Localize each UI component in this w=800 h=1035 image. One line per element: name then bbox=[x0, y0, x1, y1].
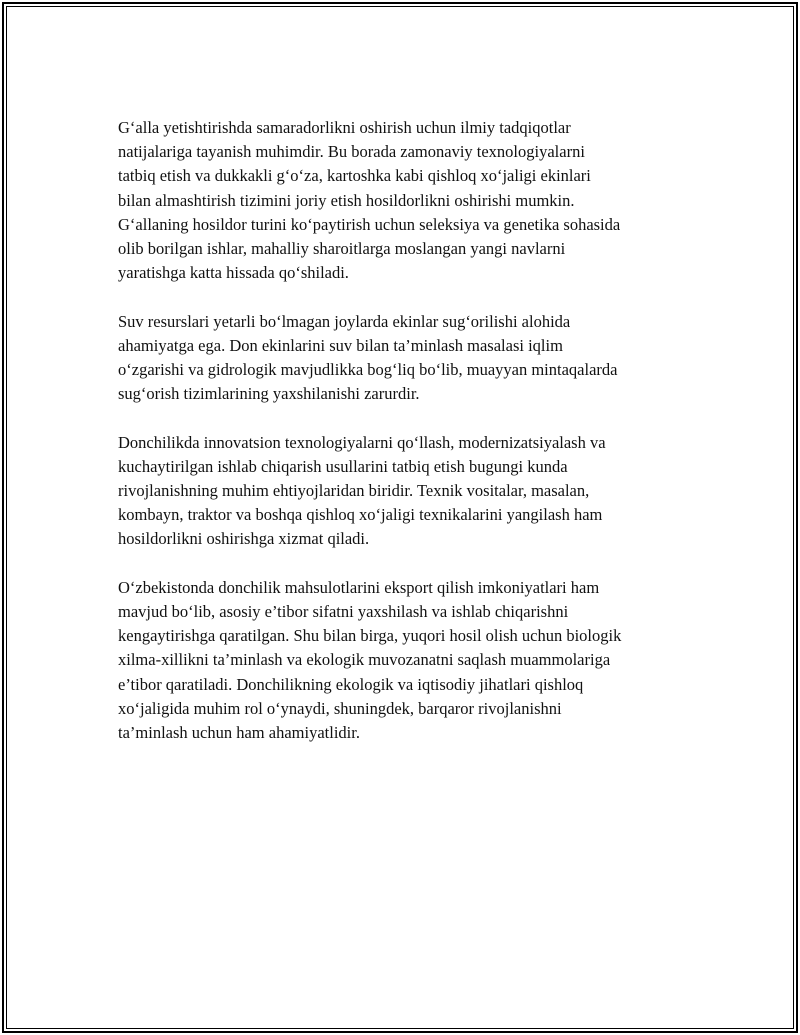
paragraph-2 bbox=[118, 310, 688, 407]
text-line: ta’minlash uchun ham ahamiyatlidir. bbox=[118, 723, 360, 743]
text-line: kengaytirishga qaratilgan. Shu bilan birga, yuqori hosil olish uchun biologik bbox=[118, 626, 622, 646]
text-line: G‘alla yetishtirishda samaradorlikni oshirish uchun ilmiy tadqiqotlar bbox=[118, 118, 571, 137]
text-line: sug‘orish tizimlarining yaxshilanishi zarurdir. bbox=[118, 384, 420, 404]
text-line: olib borilgan ishlar, mahalliy sharoitlarga moslangan yangi navlarni bbox=[118, 239, 566, 259]
text-line: xilma-xillikni ta’minlash va ekologik muvozanatni saqlash muammolariga bbox=[118, 650, 611, 670]
text-line: o‘zgarishi va gidrologik mavjudlikka bog‘liq bo‘lib, muayyan mintaqalarda bbox=[118, 360, 618, 380]
text-line: tatbiq etish va dukkakli g‘o‘za, kartoshka kabi qishloq xo‘jaligi ekinlari bbox=[118, 166, 591, 186]
text-line: bilan almashtirish tizimini joriy etish hosildorlikni oshirishi mumkin. bbox=[118, 190, 575, 210]
text-line: mavjud bo‘lib, asosiy e’tibor sifatni yaxshilash va ishlab chiqarishni bbox=[118, 602, 569, 622]
text-line: yaratishga katta hissada qo‘shiladi. bbox=[118, 263, 349, 283]
text-line: rivojlanishning muhim ehtiyojlaridan biridir. Texnik vositalar, masalan, bbox=[118, 481, 590, 501]
text-line: G‘allaning hosildor turini ko‘paytirish uchun seleksiya va genetika sohasida bbox=[118, 214, 621, 234]
paragraph-4 bbox=[118, 576, 688, 745]
text-line: hosildorlikni oshirishga xizmat qiladi. bbox=[118, 529, 370, 549]
text-line: Donchilikda innovatsion texnologiyalarni qo‘llash, modernizatsiyalash va bbox=[118, 432, 606, 452]
text-line: Suv resurslari yetarli bo‘lmagan joylarda ekinlar sug‘orilishi alohida bbox=[118, 311, 571, 331]
text-line: kuchaytirilgan ishlab chiqarish usullarini tatbiq etish bugungi kunda bbox=[118, 456, 568, 476]
text-line: xo‘jaligida muhim rol o‘ynaydi, shuningdek, barqaror rivojlanishni bbox=[118, 698, 562, 718]
paragraph-3 bbox=[118, 431, 688, 552]
paragraph-1 bbox=[118, 116, 688, 285]
text-line: e’tibor qaratiladi. Donchilikning ekologik va iqtisodiy jihatlari qishloq bbox=[118, 674, 584, 694]
text-line: ahamiyatga ega. Don ekinlarini suv bilan ta’minlash masalasi iqlim bbox=[118, 335, 563, 355]
text-line: natijalariga tayanish muhimdir. Bu borada zamonaviy texnologiyalarni bbox=[118, 142, 585, 162]
text-line: O‘zbekistonda donchilik mahsulotlarini eksport qilish imkoniyatlari ham bbox=[118, 577, 600, 597]
text-line: kombayn, traktor va boshqa qishloq xo‘jaligi texnikalarini yangilash ham bbox=[118, 505, 603, 525]
document-body bbox=[118, 116, 688, 769]
